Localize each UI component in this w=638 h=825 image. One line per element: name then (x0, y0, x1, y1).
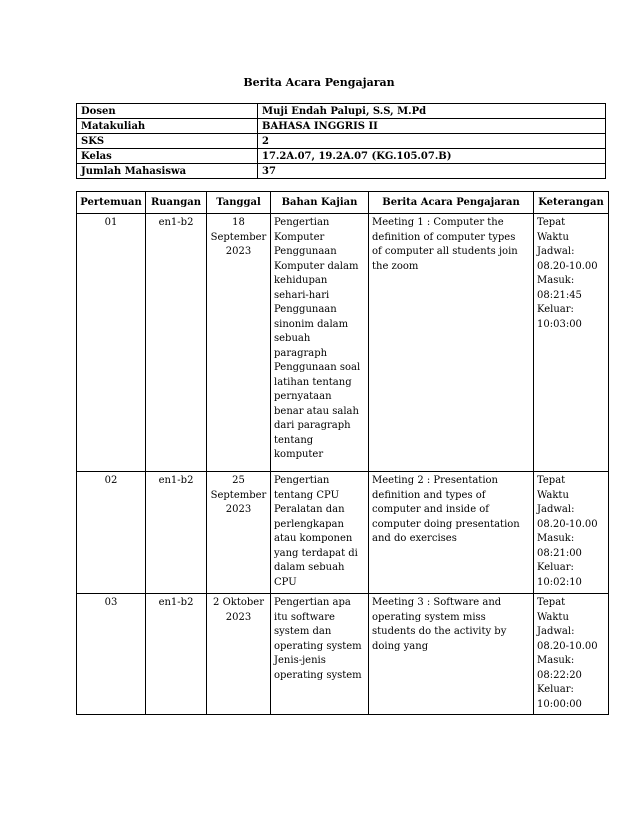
column-header-keterangan: Keterangan (534, 192, 609, 214)
cell-keterangan: Tepat Waktu Jadwal: 08.20-10.00 Masuk: 08:22:20 Keluar: 10:00:00 (534, 594, 609, 715)
table-row (77, 472, 609, 594)
info-row-matakuliah (77, 119, 606, 134)
cell-bahan-kajian: Pengertian tentang CPU Peralatan dan perlengkapan atau komponen yang terdapat di dalam sebuah CPU (271, 472, 369, 594)
cell-tanggal: 25 September 2023 (207, 472, 271, 594)
info-table (76, 103, 606, 179)
info-row-sks (77, 134, 606, 149)
cell-pertemuan: 03 (77, 594, 146, 715)
cell-keterangan: Tepat Waktu Jadwal: 08.20-10.00 Masuk: 08:21:00 Keluar: 10:02:10 (534, 472, 609, 594)
cell-tanggal: 2 Oktober 2023 (207, 594, 271, 715)
column-header-berita-acara: Berita Acara Pengajaran (369, 192, 534, 214)
info-label: SKS (77, 134, 258, 149)
info-label: Matakuliah (77, 119, 258, 134)
info-row-dosen (77, 104, 606, 119)
info-value: BAHASA INGGRIS II (258, 119, 606, 134)
cell-ruangan: en1-b2 (146, 594, 207, 715)
info-row-jumlah-mahasiswa (77, 164, 606, 179)
info-value: 37 (258, 164, 606, 179)
info-label: Jumlah Mahasiswa (77, 164, 258, 179)
info-value: Muji Endah Palupi, S.S, M.Pd (258, 104, 606, 119)
info-label: Dosen (77, 104, 258, 119)
info-label: Kelas (77, 149, 258, 164)
teaching-record-table (76, 191, 609, 715)
column-header-tanggal: Tanggal (207, 192, 271, 214)
cell-ruangan: en1-b2 (146, 214, 207, 472)
cell-keterangan: Tepat Waktu Jadwal: 08.20-10.00 Masuk: 08:21:45 Keluar: 10:03:00 (534, 214, 609, 472)
column-header-pertemuan: Pertemuan (77, 192, 146, 214)
cell-pertemuan: 02 (77, 472, 146, 594)
cell-berita-acara: Meeting 2 : Presentation definition and types of computer and inside of computer doing presentation and do exercises (369, 472, 534, 594)
column-header-ruangan: Ruangan (146, 192, 207, 214)
table-row (77, 594, 609, 715)
cell-berita-acara: Meeting 1 : Computer the definition of computer types of computer all students join the zoom (369, 214, 534, 472)
cell-tanggal: 18 September 2023 (207, 214, 271, 472)
table-row (77, 214, 609, 472)
cell-berita-acara: Meeting 3 : Software and operating system miss students do the activity by doing yang (369, 594, 534, 715)
info-value: 2 (258, 134, 606, 149)
column-header-bahan-kajian: Bahan Kajian (271, 192, 369, 214)
info-row-kelas (77, 149, 606, 164)
cell-ruangan: en1-b2 (146, 472, 207, 594)
table-header-row (77, 192, 609, 214)
info-value: 17.2A.07, 19.2A.07 (KG.105.07.B) (258, 149, 606, 164)
cell-bahan-kajian: Pengertian apa itu software system dan operating system Jenis-jenis operating system (271, 594, 369, 715)
cell-bahan-kajian: Pengertian Komputer Penggunaan Komputer dalam kehidupan sehari-hari Penggunaan sinonim dalam sebuah paragraph Penggunaan soal latihan tentang pernyataan benar atau salah dari paragraph tentang komputer (271, 214, 369, 472)
cell-pertemuan: 01 (77, 214, 146, 472)
page-title: Berita Acara Pengajaran (243, 76, 395, 89)
